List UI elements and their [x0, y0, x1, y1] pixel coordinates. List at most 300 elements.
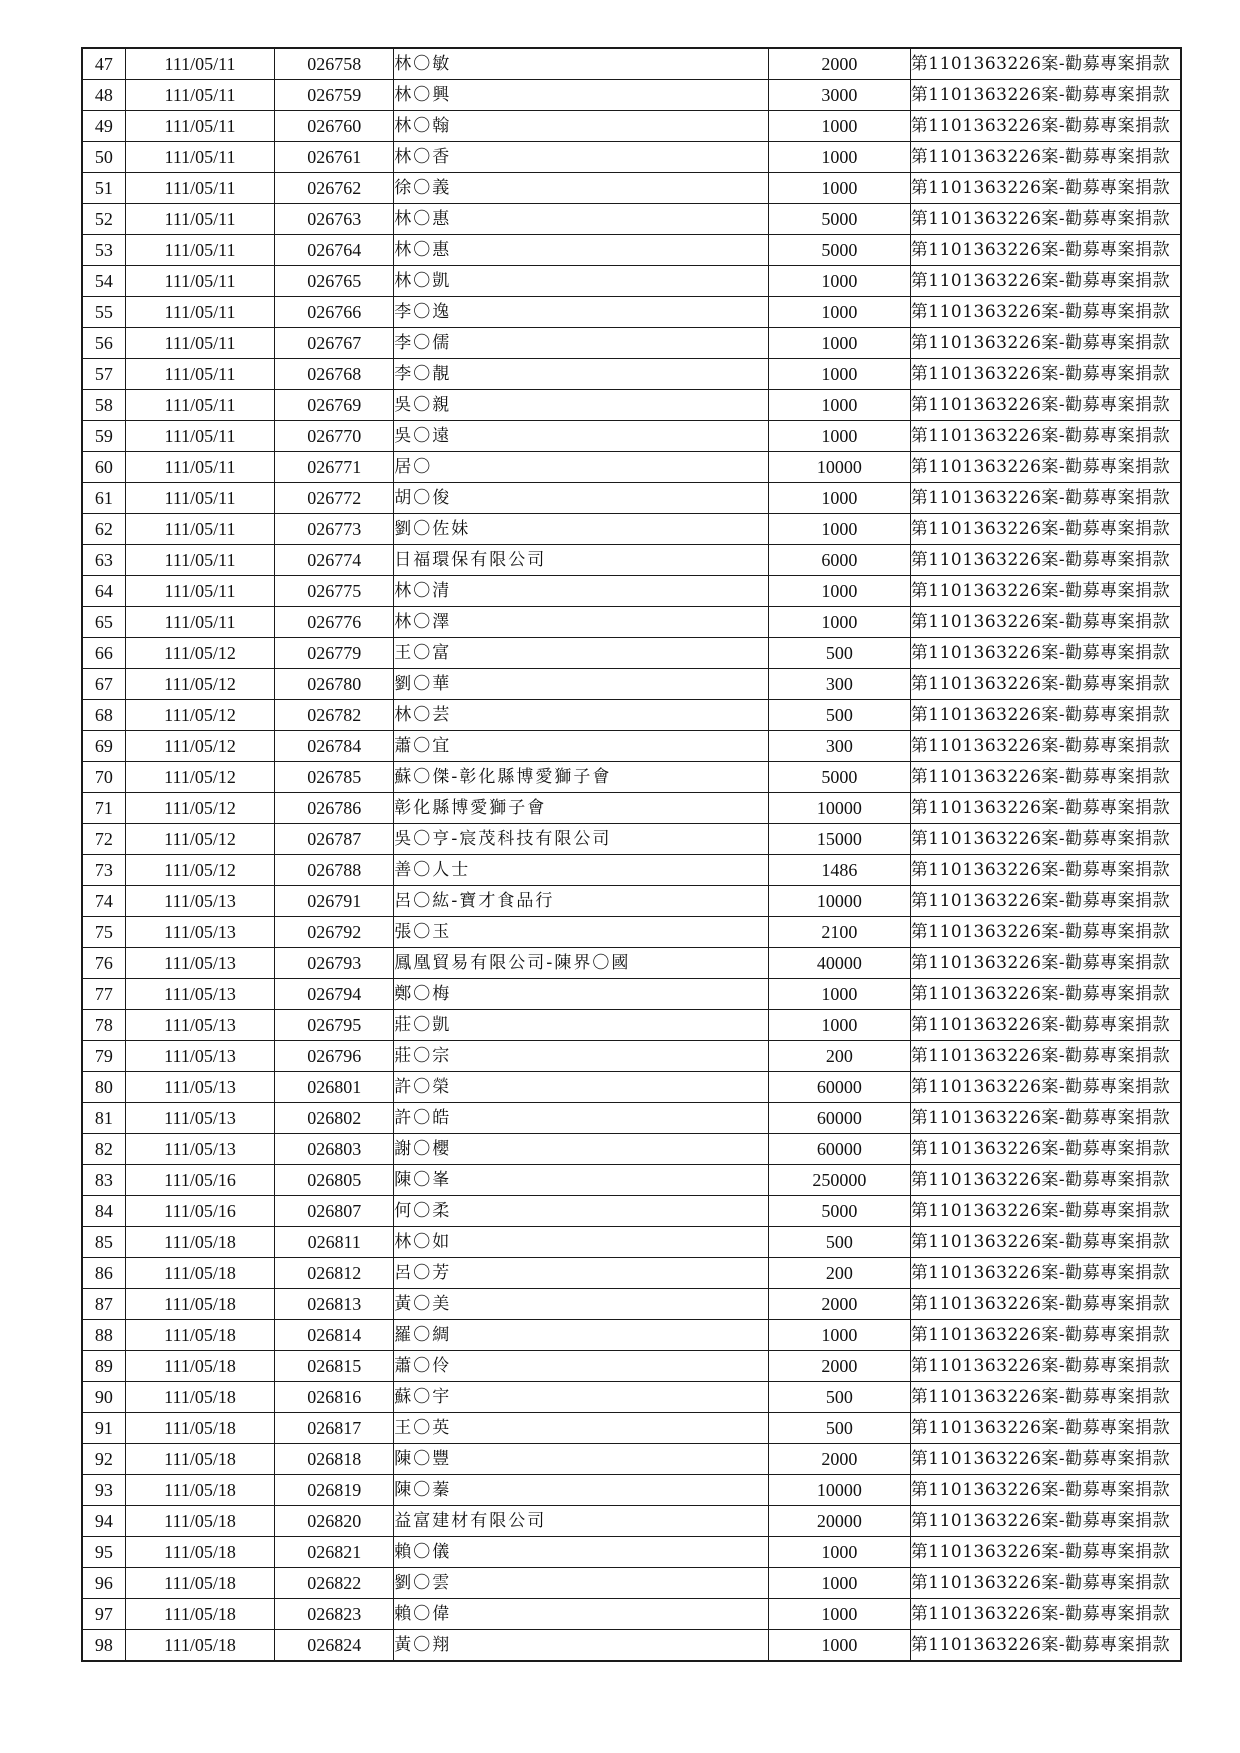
donor-name-cell: 吳〇亨-宸茂科技有限公司: [394, 824, 769, 855]
purpose-cell: 第1101363226案-勸募專案捐款: [910, 948, 1181, 979]
receipt-number-cell: 026769: [275, 390, 394, 421]
row-number-cell: 63: [82, 545, 125, 576]
row-number-cell: 71: [82, 793, 125, 824]
row-number-cell: 98: [82, 1630, 125, 1662]
date-cell: 111/05/12: [125, 762, 274, 793]
amount-cell: 1000: [768, 607, 910, 638]
table-row: [82, 1103, 1181, 1134]
donor-name-cell: 黃〇翔: [394, 1630, 769, 1662]
amount-cell: 3000: [768, 80, 910, 111]
donor-name-cell: 賴〇偉: [394, 1599, 769, 1630]
amount-cell: 40000: [768, 948, 910, 979]
amount-cell: 500: [768, 1413, 910, 1444]
receipt-number-cell: 026763: [275, 204, 394, 235]
purpose-cell: 第1101363226案-勸募專案捐款: [910, 1072, 1181, 1103]
donor-name-cell: 居〇: [394, 452, 769, 483]
donor-name-cell: 鳳凰貿易有限公司-陳界〇國: [394, 948, 769, 979]
donor-name-cell: 李〇逸: [394, 297, 769, 328]
date-cell: 111/05/18: [125, 1475, 274, 1506]
receipt-number-cell: 026791: [275, 886, 394, 917]
donor-name-cell: 許〇皓: [394, 1103, 769, 1134]
date-cell: 111/05/18: [125, 1382, 274, 1413]
purpose-cell: 第1101363226案-勸募專案捐款: [910, 1041, 1181, 1072]
amount-cell: 200: [768, 1041, 910, 1072]
receipt-number-cell: 026814: [275, 1320, 394, 1351]
row-number-cell: 95: [82, 1537, 125, 1568]
donor-name-cell: 陳〇峯: [394, 1165, 769, 1196]
receipt-number-cell: 026824: [275, 1630, 394, 1662]
table-row: [82, 1413, 1181, 1444]
receipt-number-cell: 026770: [275, 421, 394, 452]
date-cell: 111/05/11: [125, 452, 274, 483]
table-row: [82, 576, 1181, 607]
purpose-cell: 第1101363226案-勸募專案捐款: [910, 173, 1181, 204]
table-row: [82, 1010, 1181, 1041]
purpose-cell: 第1101363226案-勸募專案捐款: [910, 1289, 1181, 1320]
table-row: [82, 266, 1181, 297]
amount-cell: 10000: [768, 452, 910, 483]
date-cell: 111/05/11: [125, 328, 274, 359]
purpose-cell: 第1101363226案-勸募專案捐款: [910, 1382, 1181, 1413]
amount-cell: 10000: [768, 1475, 910, 1506]
table-row: [82, 1227, 1181, 1258]
receipt-number-cell: 026784: [275, 731, 394, 762]
purpose-cell: 第1101363226案-勸募專案捐款: [910, 328, 1181, 359]
purpose-cell: 第1101363226案-勸募專案捐款: [910, 483, 1181, 514]
purpose-cell: 第1101363226案-勸募專案捐款: [910, 1506, 1181, 1537]
row-number-cell: 49: [82, 111, 125, 142]
donor-name-cell: 呂〇芳: [394, 1258, 769, 1289]
donor-name-cell: 陳〇豐: [394, 1444, 769, 1475]
table-row: [82, 700, 1181, 731]
donor-name-cell: 羅〇綢: [394, 1320, 769, 1351]
amount-cell: 60000: [768, 1103, 910, 1134]
row-number-cell: 77: [82, 979, 125, 1010]
purpose-cell: 第1101363226案-勸募專案捐款: [910, 824, 1181, 855]
donor-name-cell: 蘇〇宇: [394, 1382, 769, 1413]
purpose-cell: 第1101363226案-勸募專案捐款: [910, 142, 1181, 173]
table-row: [82, 80, 1181, 111]
date-cell: 111/05/18: [125, 1258, 274, 1289]
amount-cell: 1000: [768, 111, 910, 142]
date-cell: 111/05/12: [125, 793, 274, 824]
amount-cell: 2000: [768, 1351, 910, 1382]
row-number-cell: 61: [82, 483, 125, 514]
row-number-cell: 69: [82, 731, 125, 762]
receipt-number-cell: 026767: [275, 328, 394, 359]
purpose-cell: 第1101363226案-勸募專案捐款: [910, 390, 1181, 421]
donor-name-cell: 林〇凱: [394, 266, 769, 297]
purpose-cell: 第1101363226案-勸募專案捐款: [910, 1196, 1181, 1227]
date-cell: 111/05/18: [125, 1506, 274, 1537]
row-number-cell: 87: [82, 1289, 125, 1320]
table-row: [82, 1506, 1181, 1537]
table-row: [82, 607, 1181, 638]
donor-name-cell: 林〇翰: [394, 111, 769, 142]
receipt-number-cell: 026803: [275, 1134, 394, 1165]
date-cell: 111/05/13: [125, 1134, 274, 1165]
purpose-cell: 第1101363226案-勸募專案捐款: [910, 576, 1181, 607]
date-cell: 111/05/11: [125, 173, 274, 204]
table-row: [82, 793, 1181, 824]
table-row: [82, 359, 1181, 390]
purpose-cell: 第1101363226案-勸募專案捐款: [910, 80, 1181, 111]
receipt-number-cell: 026807: [275, 1196, 394, 1227]
receipt-number-cell: 026788: [275, 855, 394, 886]
receipt-number-cell: 026760: [275, 111, 394, 142]
row-number-cell: 50: [82, 142, 125, 173]
amount-cell: 1000: [768, 266, 910, 297]
table-row: [82, 421, 1181, 452]
date-cell: 111/05/18: [125, 1320, 274, 1351]
donor-name-cell: 蕭〇伶: [394, 1351, 769, 1382]
donor-name-cell: 黃〇美: [394, 1289, 769, 1320]
purpose-cell: 第1101363226案-勸募專案捐款: [910, 1351, 1181, 1382]
table-row: [82, 824, 1181, 855]
receipt-number-cell: 026811: [275, 1227, 394, 1258]
row-number-cell: 86: [82, 1258, 125, 1289]
row-number-cell: 58: [82, 390, 125, 421]
amount-cell: 2000: [768, 48, 910, 80]
row-number-cell: 70: [82, 762, 125, 793]
date-cell: 111/05/11: [125, 142, 274, 173]
row-number-cell: 66: [82, 638, 125, 669]
receipt-number-cell: 026762: [275, 173, 394, 204]
donor-name-cell: 何〇柔: [394, 1196, 769, 1227]
receipt-number-cell: 026792: [275, 917, 394, 948]
donor-name-cell: 劉〇華: [394, 669, 769, 700]
date-cell: 111/05/18: [125, 1537, 274, 1568]
purpose-cell: 第1101363226案-勸募專案捐款: [910, 793, 1181, 824]
purpose-cell: 第1101363226案-勸募專案捐款: [910, 1258, 1181, 1289]
row-number-cell: 83: [82, 1165, 125, 1196]
amount-cell: 10000: [768, 793, 910, 824]
date-cell: 111/05/11: [125, 514, 274, 545]
receipt-number-cell: 026801: [275, 1072, 394, 1103]
donor-name-cell: 莊〇宗: [394, 1041, 769, 1072]
table-row: [82, 48, 1181, 80]
table-row: [82, 1351, 1181, 1382]
amount-cell: 1000: [768, 1537, 910, 1568]
purpose-cell: 第1101363226案-勸募專案捐款: [910, 48, 1181, 80]
date-cell: 111/05/11: [125, 297, 274, 328]
date-cell: 111/05/11: [125, 545, 274, 576]
donor-name-cell: 林〇興: [394, 80, 769, 111]
receipt-number-cell: 026794: [275, 979, 394, 1010]
date-cell: 111/05/13: [125, 1041, 274, 1072]
date-cell: 111/05/13: [125, 1010, 274, 1041]
table-row: [82, 1568, 1181, 1599]
row-number-cell: 94: [82, 1506, 125, 1537]
purpose-cell: 第1101363226案-勸募專案捐款: [910, 1103, 1181, 1134]
table-row: [82, 514, 1181, 545]
amount-cell: 1000: [768, 979, 910, 1010]
purpose-cell: 第1101363226案-勸募專案捐款: [910, 638, 1181, 669]
donor-name-cell: 李〇靚: [394, 359, 769, 390]
table-row: [82, 1134, 1181, 1165]
purpose-cell: 第1101363226案-勸募專案捐款: [910, 421, 1181, 452]
donor-name-cell: 林〇澤: [394, 607, 769, 638]
table-row: [82, 1537, 1181, 1568]
donor-name-cell: 善〇人士: [394, 855, 769, 886]
purpose-cell: 第1101363226案-勸募專案捐款: [910, 731, 1181, 762]
receipt-number-cell: 026820: [275, 1506, 394, 1537]
date-cell: 111/05/18: [125, 1444, 274, 1475]
receipt-number-cell: 026805: [275, 1165, 394, 1196]
table-row: [82, 1475, 1181, 1506]
date-cell: 111/05/13: [125, 948, 274, 979]
row-number-cell: 72: [82, 824, 125, 855]
date-cell: 111/05/16: [125, 1196, 274, 1227]
table-row: [82, 979, 1181, 1010]
row-number-cell: 73: [82, 855, 125, 886]
row-number-cell: 91: [82, 1413, 125, 1444]
amount-cell: 5000: [768, 235, 910, 266]
amount-cell: 1000: [768, 1599, 910, 1630]
donor-name-cell: 吳〇親: [394, 390, 769, 421]
date-cell: 111/05/18: [125, 1227, 274, 1258]
date-cell: 111/05/13: [125, 917, 274, 948]
table-row: [82, 173, 1181, 204]
purpose-cell: 第1101363226案-勸募專案捐款: [910, 514, 1181, 545]
receipt-number-cell: 026821: [275, 1537, 394, 1568]
donor-name-cell: 王〇富: [394, 638, 769, 669]
amount-cell: 2000: [768, 1444, 910, 1475]
purpose-cell: 第1101363226案-勸募專案捐款: [910, 855, 1181, 886]
donor-name-cell: 謝〇櫻: [394, 1134, 769, 1165]
amount-cell: 2000: [768, 1289, 910, 1320]
receipt-number-cell: 026823: [275, 1599, 394, 1630]
amount-cell: 1000: [768, 142, 910, 173]
amount-cell: 10000: [768, 886, 910, 917]
receipt-number-cell: 026822: [275, 1568, 394, 1599]
table-row: [82, 1165, 1181, 1196]
amount-cell: 2100: [768, 917, 910, 948]
receipt-number-cell: 026816: [275, 1382, 394, 1413]
date-cell: 111/05/11: [125, 204, 274, 235]
date-cell: 111/05/12: [125, 824, 274, 855]
donor-name-cell: 蘇〇傑-彰化縣博愛獅子會: [394, 762, 769, 793]
date-cell: 111/05/11: [125, 607, 274, 638]
date-cell: 111/05/11: [125, 111, 274, 142]
donation-table-body: [82, 48, 1181, 1661]
table-row: [82, 1320, 1181, 1351]
date-cell: 111/05/13: [125, 1072, 274, 1103]
table-row: [82, 1258, 1181, 1289]
purpose-cell: 第1101363226案-勸募專案捐款: [910, 762, 1181, 793]
purpose-cell: 第1101363226案-勸募專案捐款: [910, 1568, 1181, 1599]
table-row: [82, 142, 1181, 173]
purpose-cell: 第1101363226案-勸募專案捐款: [910, 204, 1181, 235]
donation-table: [81, 47, 1182, 1662]
table-row: [82, 1289, 1181, 1320]
amount-cell: 200: [768, 1258, 910, 1289]
table-row: [82, 1072, 1181, 1103]
table-row: [82, 1382, 1181, 1413]
row-number-cell: 74: [82, 886, 125, 917]
amount-cell: 60000: [768, 1072, 910, 1103]
row-number-cell: 60: [82, 452, 125, 483]
date-cell: 111/05/13: [125, 886, 274, 917]
receipt-number-cell: 026764: [275, 235, 394, 266]
donor-name-cell: 陳〇蓁: [394, 1475, 769, 1506]
purpose-cell: 第1101363226案-勸募專案捐款: [910, 1227, 1181, 1258]
row-number-cell: 75: [82, 917, 125, 948]
purpose-cell: 第1101363226案-勸募專案捐款: [910, 1630, 1181, 1662]
amount-cell: 1000: [768, 421, 910, 452]
donor-name-cell: 林〇芸: [394, 700, 769, 731]
donor-name-cell: 劉〇佐妹: [394, 514, 769, 545]
donor-name-cell: 胡〇俊: [394, 483, 769, 514]
donor-name-cell: 劉〇雲: [394, 1568, 769, 1599]
receipt-number-cell: 026795: [275, 1010, 394, 1041]
row-number-cell: 62: [82, 514, 125, 545]
date-cell: 111/05/18: [125, 1630, 274, 1662]
donor-name-cell: 林〇清: [394, 576, 769, 607]
donor-name-cell: 林〇惠: [394, 204, 769, 235]
row-number-cell: 90: [82, 1382, 125, 1413]
receipt-number-cell: 026779: [275, 638, 394, 669]
receipt-number-cell: 026766: [275, 297, 394, 328]
date-cell: 111/05/11: [125, 235, 274, 266]
amount-cell: 1000: [768, 1630, 910, 1662]
purpose-cell: 第1101363226案-勸募專案捐款: [910, 1010, 1181, 1041]
date-cell: 111/05/18: [125, 1413, 274, 1444]
receipt-number-cell: 026758: [275, 48, 394, 80]
date-cell: 111/05/12: [125, 638, 274, 669]
amount-cell: 1000: [768, 390, 910, 421]
receipt-number-cell: 026782: [275, 700, 394, 731]
donor-name-cell: 賴〇儀: [394, 1537, 769, 1568]
row-number-cell: 79: [82, 1041, 125, 1072]
row-number-cell: 68: [82, 700, 125, 731]
amount-cell: 250000: [768, 1165, 910, 1196]
purpose-cell: 第1101363226案-勸募專案捐款: [910, 1320, 1181, 1351]
donor-name-cell: 呂〇紘-寶才食品行: [394, 886, 769, 917]
amount-cell: 15000: [768, 824, 910, 855]
amount-cell: 1000: [768, 1568, 910, 1599]
amount-cell: 1000: [768, 297, 910, 328]
receipt-number-cell: 026787: [275, 824, 394, 855]
donor-name-cell: 鄭〇梅: [394, 979, 769, 1010]
receipt-number-cell: 026774: [275, 545, 394, 576]
row-number-cell: 55: [82, 297, 125, 328]
amount-cell: 5000: [768, 1196, 910, 1227]
purpose-cell: 第1101363226案-勸募專案捐款: [910, 266, 1181, 297]
purpose-cell: 第1101363226案-勸募專案捐款: [910, 1165, 1181, 1196]
table-row: [82, 855, 1181, 886]
table-row: [82, 111, 1181, 142]
amount-cell: 1000: [768, 483, 910, 514]
table-row: [82, 390, 1181, 421]
row-number-cell: 51: [82, 173, 125, 204]
amount-cell: 5000: [768, 762, 910, 793]
receipt-number-cell: 026780: [275, 669, 394, 700]
amount-cell: 6000: [768, 545, 910, 576]
amount-cell: 1000: [768, 359, 910, 390]
receipt-number-cell: 026765: [275, 266, 394, 297]
receipt-number-cell: 026817: [275, 1413, 394, 1444]
amount-cell: 1000: [768, 173, 910, 204]
date-cell: 111/05/12: [125, 731, 274, 762]
amount-cell: 500: [768, 638, 910, 669]
receipt-number-cell: 026773: [275, 514, 394, 545]
purpose-cell: 第1101363226案-勸募專案捐款: [910, 235, 1181, 266]
receipt-number-cell: 026772: [275, 483, 394, 514]
amount-cell: 1000: [768, 514, 910, 545]
donor-name-cell: 王〇英: [394, 1413, 769, 1444]
row-number-cell: 93: [82, 1475, 125, 1506]
donor-name-cell: 彰化縣博愛獅子會: [394, 793, 769, 824]
row-number-cell: 67: [82, 669, 125, 700]
receipt-number-cell: 026802: [275, 1103, 394, 1134]
receipt-number-cell: 026819: [275, 1475, 394, 1506]
receipt-number-cell: 026796: [275, 1041, 394, 1072]
receipt-number-cell: 026818: [275, 1444, 394, 1475]
receipt-number-cell: 026785: [275, 762, 394, 793]
amount-cell: 300: [768, 669, 910, 700]
purpose-cell: 第1101363226案-勸募專案捐款: [910, 669, 1181, 700]
amount-cell: 1000: [768, 1320, 910, 1351]
row-number-cell: 78: [82, 1010, 125, 1041]
date-cell: 111/05/18: [125, 1289, 274, 1320]
row-number-cell: 56: [82, 328, 125, 359]
date-cell: 111/05/11: [125, 48, 274, 80]
donor-name-cell: 林〇惠: [394, 235, 769, 266]
date-cell: 111/05/11: [125, 80, 274, 111]
row-number-cell: 88: [82, 1320, 125, 1351]
receipt-number-cell: 026776: [275, 607, 394, 638]
receipt-number-cell: 026815: [275, 1351, 394, 1382]
table-row: [82, 762, 1181, 793]
amount-cell: 1000: [768, 576, 910, 607]
amount-cell: 500: [768, 700, 910, 731]
table-row: [82, 731, 1181, 762]
donor-name-cell: 林〇如: [394, 1227, 769, 1258]
row-number-cell: 52: [82, 204, 125, 235]
amount-cell: 5000: [768, 204, 910, 235]
receipt-number-cell: 026786: [275, 793, 394, 824]
purpose-cell: 第1101363226案-勸募專案捐款: [910, 979, 1181, 1010]
date-cell: 111/05/18: [125, 1351, 274, 1382]
row-number-cell: 47: [82, 48, 125, 80]
table-row: [82, 1444, 1181, 1475]
purpose-cell: 第1101363226案-勸募專案捐款: [910, 452, 1181, 483]
table-row: [82, 328, 1181, 359]
row-number-cell: 54: [82, 266, 125, 297]
purpose-cell: 第1101363226案-勸募專案捐款: [910, 607, 1181, 638]
purpose-cell: 第1101363226案-勸募專案捐款: [910, 1134, 1181, 1165]
table-row: [82, 638, 1181, 669]
date-cell: 111/05/11: [125, 390, 274, 421]
purpose-cell: 第1101363226案-勸募專案捐款: [910, 1599, 1181, 1630]
receipt-number-cell: 026813: [275, 1289, 394, 1320]
purpose-cell: 第1101363226案-勸募專案捐款: [910, 700, 1181, 731]
donor-name-cell: 莊〇凱: [394, 1010, 769, 1041]
purpose-cell: 第1101363226案-勸募專案捐款: [910, 1475, 1181, 1506]
purpose-cell: 第1101363226案-勸募專案捐款: [910, 359, 1181, 390]
receipt-number-cell: 026812: [275, 1258, 394, 1289]
row-number-cell: 48: [82, 80, 125, 111]
donor-name-cell: 益富建材有限公司: [394, 1506, 769, 1537]
table-row: [82, 545, 1181, 576]
table-row: [82, 1041, 1181, 1072]
purpose-cell: 第1101363226案-勸募專案捐款: [910, 111, 1181, 142]
row-number-cell: 59: [82, 421, 125, 452]
row-number-cell: 76: [82, 948, 125, 979]
receipt-number-cell: 026793: [275, 948, 394, 979]
row-number-cell: 81: [82, 1103, 125, 1134]
